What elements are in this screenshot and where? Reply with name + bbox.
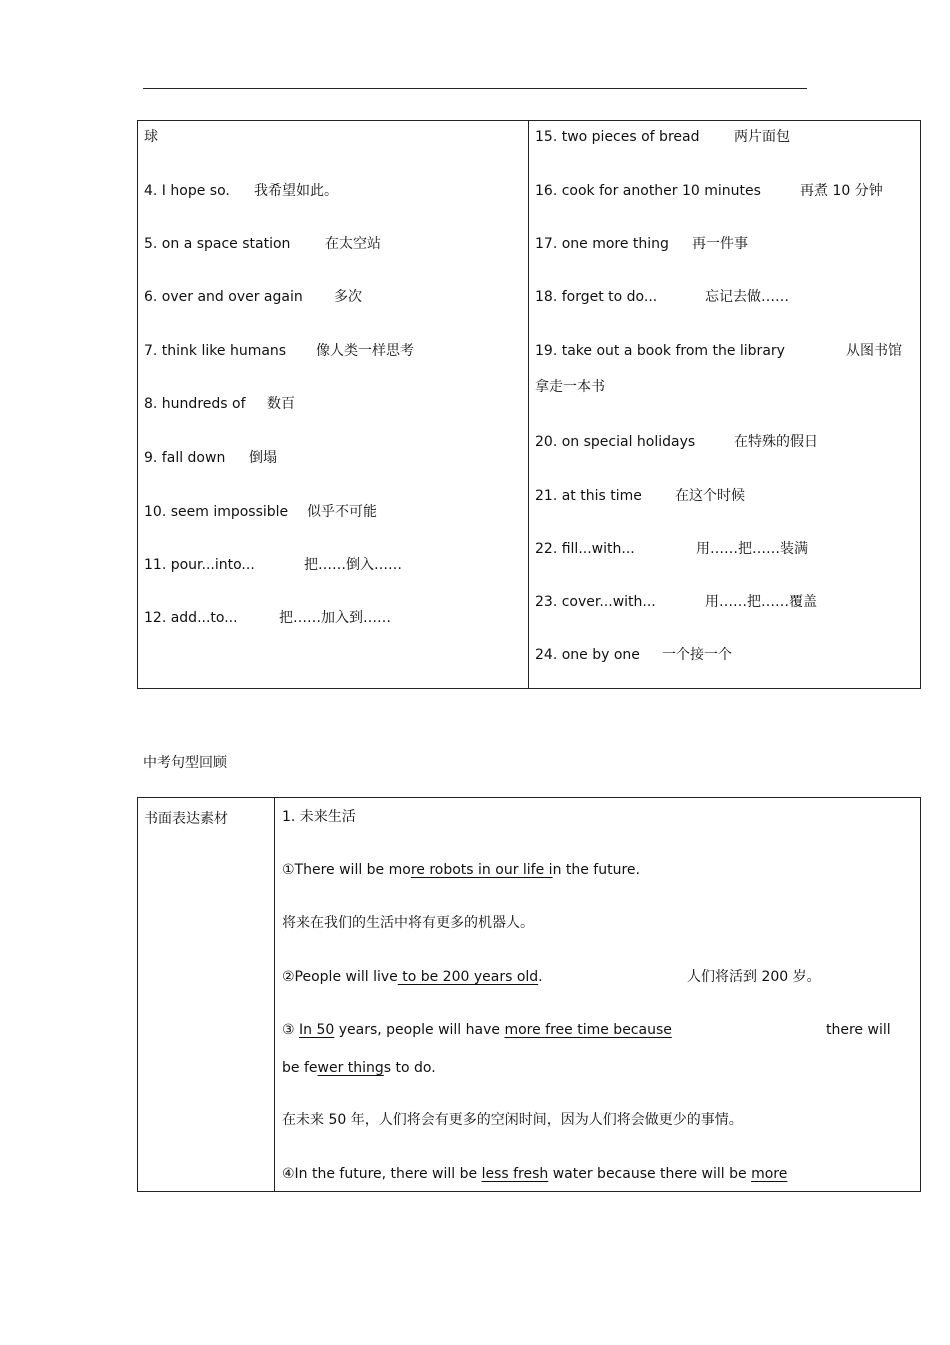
sentence-3-translation: 在未来 50 年，人们将会有更多的空闲时间，因为人们将会做更少的事情。 bbox=[282, 1112, 743, 1128]
writing-label: 书面表达素材 bbox=[144, 811, 228, 827]
list-item: 16. cook for another 10 minutes 再煮 10 分钟 bbox=[535, 183, 883, 199]
writing-label-cell bbox=[138, 798, 275, 1191]
sentence-2-translation: 人们将活到 200 岁。 bbox=[687, 969, 821, 985]
list-item: 11. pour...into... 把……倒入…… bbox=[144, 557, 402, 573]
list-item: 19. take out a book from the library 从图书馆 bbox=[535, 343, 902, 359]
list-item: 4. I hope so. 我希望如此。 bbox=[144, 183, 338, 199]
list-item: 9. fall down 倒塌 bbox=[144, 450, 277, 466]
sentence-3: ③ In 50 years, people will have more free time because bbox=[282, 1022, 672, 1038]
list-item: 10. seem impossible 似乎不可能 bbox=[144, 504, 377, 520]
phrase-column-right bbox=[529, 121, 920, 688]
phrase-column-left bbox=[138, 121, 529, 688]
header-rule bbox=[143, 88, 807, 89]
writing-material-table bbox=[137, 797, 921, 1192]
list-item: 7. think like humans 像人类一样思考 bbox=[144, 343, 414, 359]
list-item: 20. on special holidays 在特殊的假日 bbox=[535, 434, 818, 450]
sentence-4: ④In the future, there will be less fresh water because there will be more bbox=[282, 1166, 788, 1182]
list-item: 8. hundreds of 数百 bbox=[144, 396, 295, 412]
sentence-3-continued: be fewer things to do. bbox=[282, 1060, 436, 1076]
list-item: 23. cover...with... 用……把……覆盖 bbox=[535, 594, 817, 610]
writing-content-cell bbox=[275, 798, 920, 1191]
list-item: 拿走一本书 bbox=[535, 379, 605, 395]
writing-heading: 1. 未来生活 bbox=[282, 809, 356, 825]
sentence-1-translation: 将来在我们的生活中将有更多的机器人。 bbox=[282, 915, 534, 931]
list-item: 21. at this time 在这个时候 bbox=[535, 488, 745, 504]
sentence-1: ①There will be more robots in our life in the future. bbox=[282, 862, 640, 878]
sentence-3-end: there will bbox=[826, 1022, 891, 1038]
sentence-2: ②People will live to be 200 years old. bbox=[282, 969, 543, 985]
phrase-table bbox=[137, 120, 921, 689]
list-item: 22. fill...with... 用……把……装满 bbox=[535, 541, 808, 557]
list-item: 球 bbox=[144, 129, 158, 145]
list-item: 5. on a space station 在太空站 bbox=[144, 236, 381, 252]
list-item: 12. add...to... 把……加入到…… bbox=[144, 610, 391, 626]
list-item: 6. over and over again 多次 bbox=[144, 289, 362, 305]
list-item: 15. two pieces of bread 两片面包 bbox=[535, 129, 790, 145]
list-item: 18. forget to do... 忘记去做…… bbox=[535, 289, 789, 305]
list-item: 17. one more thing 再一件事 bbox=[535, 236, 748, 252]
section-title: 中考句型回顾 bbox=[143, 755, 227, 771]
list-item: 24. one by one 一个接一个 bbox=[535, 647, 732, 663]
